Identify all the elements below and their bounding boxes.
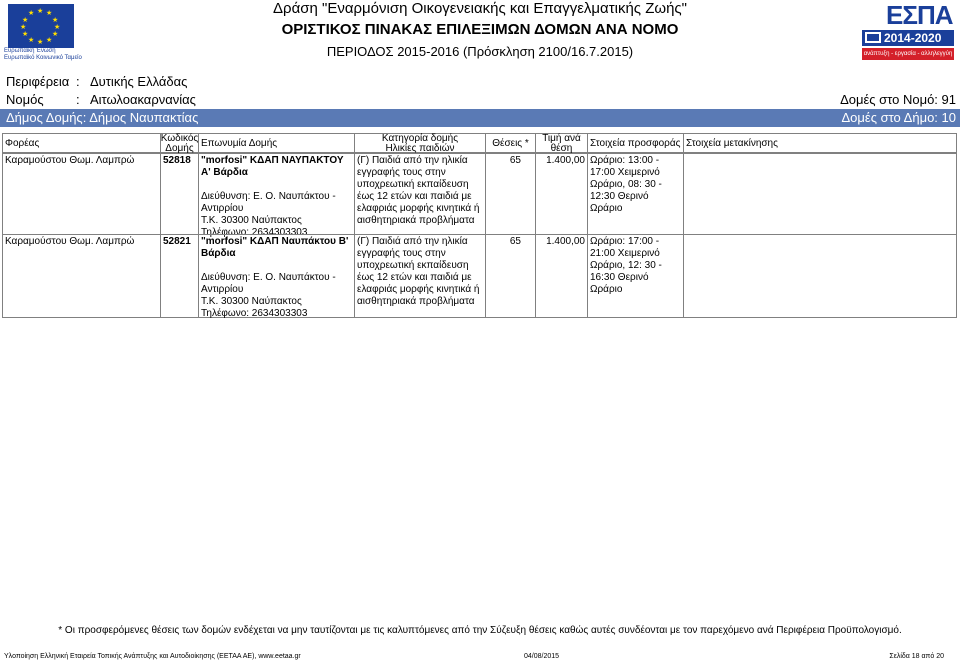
header-seats: Θέσεις * xyxy=(486,134,536,154)
row-code: 52821 xyxy=(161,235,199,317)
footnote: * Οι προσφερόμενες θέσεις των δομών ενδέχεται να μην ταυτίζονται με τις καλυπτόμενες από την Σύζευξη θέσεις καθώς αυτές συνδέονται με τον παρεχόμενο ανά Περιφέρεια Προϋπολογισμό. xyxy=(58,625,902,636)
action-title: Δράση "Εναρμόνιση Οικογενειακής και Επαγγελματικής Ζωής" xyxy=(273,0,687,17)
row-phone: Τηλέφωνο: 2634303303 xyxy=(201,227,308,238)
row-transport xyxy=(684,154,956,234)
eu-caption: Ευρωπαϊκή Ένωση Ευρωπαϊκό Κοινωνικό Ταμείο xyxy=(4,48,82,61)
prefecture-colon: : xyxy=(76,92,80,107)
document-title: ΟΡΙΣΤΙΚΟΣ ΠΙΝΑΚΑΣ ΕΠΙΛΕΞΙΜΩΝ ΔΟΜΩΝ ΑΝΑ ΝΟΜΟ xyxy=(281,21,679,38)
footer-date: 04/08/2015 xyxy=(524,653,560,660)
region-colon: : xyxy=(76,74,80,89)
row-address: Διεύθυνση: Ε. Ο. Ναυπάκτου - Αντιρρίου xyxy=(201,191,336,214)
row-name-cell xyxy=(199,154,355,238)
header-price: Τιμή ανά θέση xyxy=(536,134,588,154)
municipality-name: Δήμος Δομής: Δήμος Ναυπακτίας xyxy=(6,110,199,125)
table-row xyxy=(2,153,957,238)
table-row xyxy=(2,234,957,318)
row-price: 1.400,00 xyxy=(536,154,588,234)
row-offer: Ωράριο: 17:00 - 21:00 Χειμερινό Ωράριο, 12: 30 - 16:30 Θερινό Ωράριο xyxy=(588,235,684,317)
row-offer: Ωράριο: 13:00 - 17:00 Χειμερινό Ωράριο, 08: 30 - 12:30 Θερινό Ωράριο xyxy=(588,154,684,234)
row-address: Διεύθυνση: Ε. Ο. Ναυπάκτου - Αντιρρίου xyxy=(201,272,336,295)
espa-slogan: ανάπτυξη - εργασία - αλληλεγγύη xyxy=(862,48,954,60)
header-body: Φορέας xyxy=(3,134,161,154)
table-header xyxy=(2,133,957,153)
period-subtitle: ΠΕΡΙΟΔΟΣ 2015-2016 (Πρόσκληση 2100/16.7.2015) xyxy=(326,44,634,59)
row-transport xyxy=(684,235,956,317)
header-code: Κωδικός Δομής xyxy=(160,133,199,154)
eu-flag-logo: ★ ★ ★ ★ ★ ★ ★ ★ ★ ★ ★ ★ xyxy=(8,4,74,48)
header-transport: Στοιχεία μετακίνησης xyxy=(686,138,778,149)
espa-logo xyxy=(862,2,954,60)
row-phone: Τηλέφωνο: 2634303303 xyxy=(201,308,308,319)
header-name: Επωνυμία Δομής xyxy=(199,134,355,154)
region-value: Δυτικής Ελλάδας xyxy=(90,74,188,89)
row-postal: Τ.Κ. 30300 Ναύπακτος xyxy=(201,215,302,226)
region-label: Περιφέρεια xyxy=(6,74,70,89)
prefecture-label: Νομός xyxy=(6,92,44,107)
footer-credit: Υλοποίηση Ελληνική Εταιρεία Τοπικής Ανάπτυξης και Αυτοδιοίκησης (ΕΕΤΑΑ ΑΕ), www.eetaa.gr xyxy=(4,653,301,660)
structures-in-municipality: Δομές στο Δήμο: 10 xyxy=(841,110,956,125)
header-category: Κατηγορία δομής Ηλικίες παιδιών xyxy=(355,134,486,154)
row-body: Καραμούστου Θωμ. Λαμπρώ xyxy=(3,154,161,234)
prefecture-value: Αιτωλοακαρνανίας xyxy=(90,92,196,107)
row-body: Καραμούστου Θωμ. Λαμπρώ xyxy=(3,235,161,317)
row-name-cell xyxy=(199,235,355,317)
row-code: 52818 xyxy=(161,154,199,234)
row-seats: 65 xyxy=(486,235,536,317)
row-postal: Τ.Κ. 30300 Ναύπακτος xyxy=(201,296,302,307)
row-price: 1.400,00 xyxy=(536,235,588,317)
row-category: (Γ) Παιδιά από την ηλικία εγγραφής τους στην υποχρεωτική εκπαίδευση έως 12 ετών και παιδιά με ελαφριάς μορφής κινητικά ή αισθητηριακά προβλήματα xyxy=(355,154,486,234)
footer-page-number: Σελίδα 18 από 20 xyxy=(889,653,944,660)
structures-in-prefecture: Δομές στο Νομό: 91 xyxy=(840,92,956,107)
municipality-band xyxy=(0,109,960,127)
espa-wordmark: ΕΣΠΑ xyxy=(886,0,953,30)
row-seats: 65 xyxy=(486,154,536,234)
row-name: "morfosi" ΚΔΑΠ Ναυπάκτου Β' Βάρδια xyxy=(201,236,349,259)
eu-mini-flag-icon xyxy=(865,32,881,43)
row-category: (Γ) Παιδιά από την ηλικία εγγραφής τους στην υποχρεωτική εκπαίδευση έως 12 ετών και παιδιά με ελαφριάς μορφής κινητικά ή αισθητηριακά προβλήματα xyxy=(355,235,486,317)
header-offer: Στοιχεία προσφοράς xyxy=(588,134,684,154)
espa-years: 2014-2020 xyxy=(884,31,942,45)
row-name: "morfosi" ΚΔΑΠ ΝΑΥΠΑΚΤΟΥ Α' Βάρδια xyxy=(201,155,344,178)
